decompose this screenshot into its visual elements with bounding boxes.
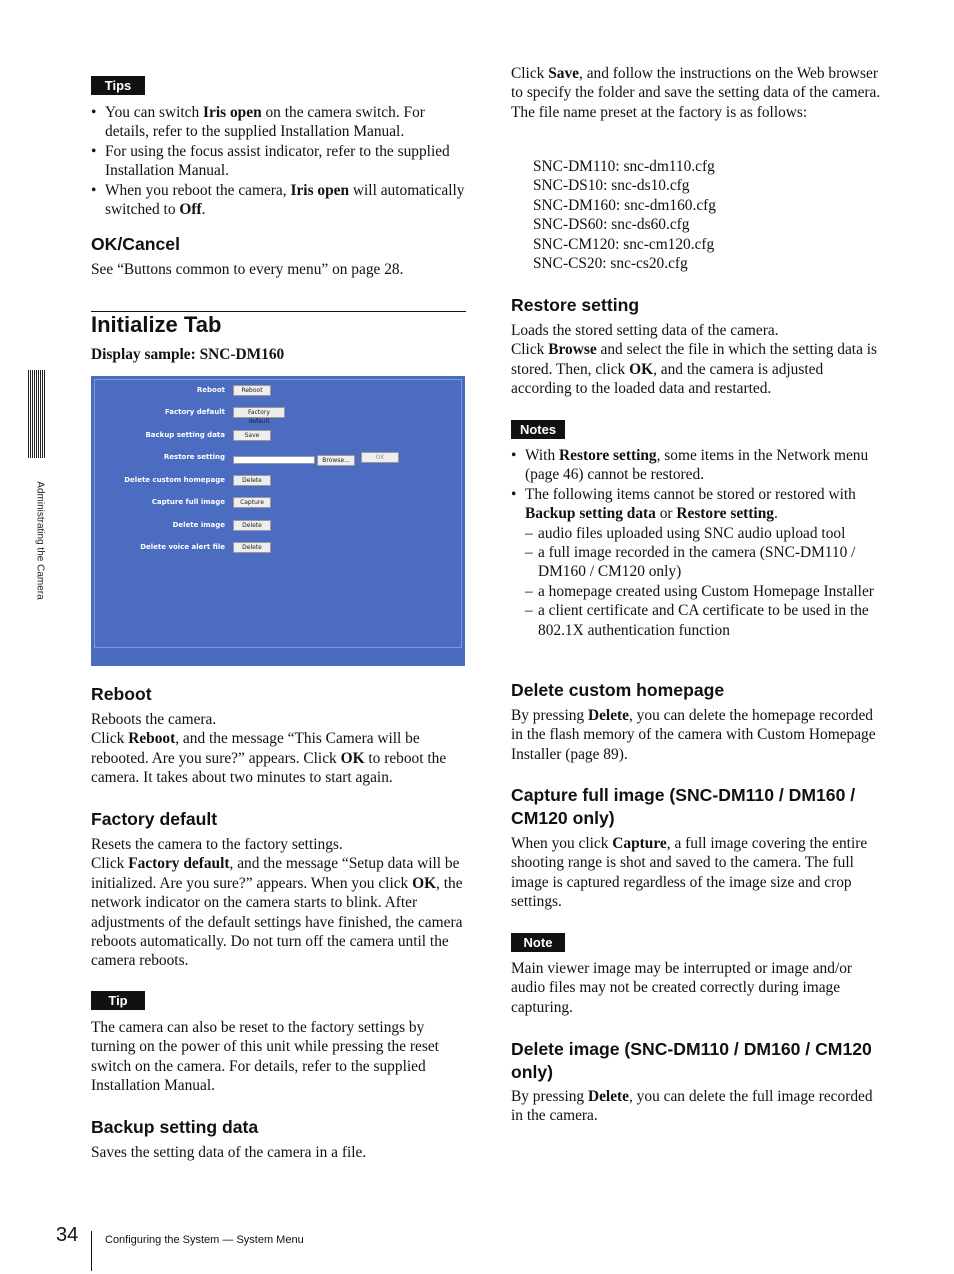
note-label: Note xyxy=(511,933,565,952)
file-name: SNC-DS10: snc-ds10.cfg xyxy=(533,177,690,195)
tip-label: Tip xyxy=(91,991,145,1010)
note-item: • The following items cannot be stored or restored with Backup setting data or Restore setting. xyxy=(511,485,887,524)
capture-heading: Capture full image (SNC-DM110 / DM160 / CM120 only) xyxy=(511,785,856,828)
file-name-list xyxy=(533,157,883,273)
display-sample: Display sample: SNC-DM160 xyxy=(91,346,285,363)
reboot-heading: Reboot xyxy=(91,684,152,704)
reboot-paragraph: Click Reboot, and the message “This Camera will be rebooted. Are you sure?” appears. Click OK to reboot the camera. It takes about two minutes to start again. xyxy=(91,730,447,787)
footer-text: Configuring the System — System Menu xyxy=(105,1234,304,1246)
screenshot-capture-button: Capture xyxy=(233,497,271,508)
side-tab-marker xyxy=(28,370,46,458)
screenshot-ok-button: OK xyxy=(361,452,399,463)
note-subitem: – a full image recorded in the camera (SNC-DM110 / DM160 / CM120 only) xyxy=(525,544,856,581)
screenshot-label-delete-custom: Delete custom homepage xyxy=(124,476,225,484)
note-text: Main viewer image may be interrupted or image and/or audio files may not be created correctly during image capturing. xyxy=(511,960,853,1016)
restore-line: Loads the stored setting data of the camera. xyxy=(511,322,779,339)
tip-item: • When you reboot the camera, Iris open will automatically switched to Off. xyxy=(91,181,467,220)
backup-heading: Backup setting data xyxy=(91,1117,259,1137)
factory-default-heading: Factory default xyxy=(91,809,218,829)
screenshot-delete-button: Delete xyxy=(233,520,271,531)
screenshot-label-delete-voice: Delete voice alert file xyxy=(140,543,225,551)
backup-text: Saves the setting data of the camera in a file. xyxy=(91,1144,367,1161)
factory-paragraph: Click Factory default, and the message “Setup data will be initialized. Are you sure?” appears. When you click OK, the network indicator on the camera starts to blink. After adjustments of the default settings have finished, the camera reboots automatically. Do not turn off the camera until the camera reboots. xyxy=(91,855,463,970)
footer-divider xyxy=(91,1231,92,1271)
tip-item: • For using the focus assist indicator, refer to the supplied Installation Manual. xyxy=(91,142,467,181)
file-name: SNC-DS60: snc-ds60.cfg xyxy=(533,216,690,234)
screenshot-label-reboot: Reboot xyxy=(196,386,225,394)
screenshot-label-capture: Capture full image xyxy=(151,498,225,506)
delete-custom-heading: Delete custom homepage xyxy=(511,680,725,700)
initialize-tab-screenshot xyxy=(91,376,465,666)
screenshot-file-field xyxy=(233,456,315,464)
file-name: SNC-DM160: snc-dm160.cfg xyxy=(533,196,716,214)
screenshot-label-delete-image: Delete image xyxy=(172,521,225,529)
file-name: SNC-CS20: snc-cs20.cfg xyxy=(533,255,688,273)
note-subitem: – a client certificate and CA certificate to be used in the 802.1X authentication function xyxy=(525,602,869,639)
tips-list xyxy=(91,103,467,219)
tips-label: Tips xyxy=(91,76,145,95)
section-title: Initialize Tab xyxy=(91,312,222,337)
screenshot-delete-button: Delete xyxy=(233,475,271,486)
screenshot-label-backup: Backup setting data xyxy=(145,431,225,439)
file-name: SNC-CM120: snc-cm120.cfg xyxy=(533,235,715,253)
file-name: SNC-DM110: snc-dm110.cfg xyxy=(533,158,715,175)
delete-image-heading: Delete image (SNC-DM110 / DM160 / CM120 only) xyxy=(511,1039,872,1082)
screenshot-factory-default-button: Factory default xyxy=(233,407,285,418)
delete-custom-paragraph: By pressing Delete, you can delete the homepage recorded in the flash memory of the camera with Custom Homepage Installer (page 89). xyxy=(511,707,876,763)
factory-line: Resets the camera to the factory settings. xyxy=(91,836,343,853)
page-number: 34 xyxy=(56,1224,79,1246)
save-paragraph: Click Save, and follow the instructions on the Web browser to specify the folder and save the setting data of the camera. xyxy=(511,65,881,102)
tip-item: • You can switch Iris open on the camera switch. For details, refer to the supplied Installation Manual. xyxy=(91,103,467,142)
note-item: • With Restore setting, some items in the Network menu (page 46) cannot be restored. xyxy=(511,446,887,485)
delete-image-paragraph: By pressing Delete, you can delete the full image recorded in the camera. xyxy=(511,1088,873,1125)
tip-text: The camera can also be reset to the factory settings by turning on the power of this unit while pressing the reset switch on the camera. For details, refer to the supplied Installation Manual. xyxy=(91,1019,439,1095)
screenshot-delete-button: Delete xyxy=(233,542,271,553)
notes-label: Notes xyxy=(511,420,565,439)
screenshot-browse-button: Browse... xyxy=(317,455,355,466)
file-intro: The file name preset at the factory is as follows: xyxy=(511,103,808,121)
screenshot-label-restore: Restore setting xyxy=(163,453,225,461)
notes-list xyxy=(511,446,887,524)
restore-paragraph: Click Browse and select the file in which the setting data is stored. Then, click OK, and the camera is adjusted according to the loaded data and restarted. xyxy=(511,341,878,398)
restore-heading: Restore setting xyxy=(511,295,640,315)
side-tab-text: Administrating the Camera xyxy=(34,481,46,600)
screenshot-label-factory-default: Factory default xyxy=(164,408,225,416)
screenshot-save-button: Save xyxy=(233,430,271,441)
ok-cancel-heading: OK/Cancel xyxy=(91,234,180,254)
ok-cancel-text: See “Buttons common to every menu” on page 28. xyxy=(91,261,404,278)
screenshot-reboot-button: Reboot xyxy=(233,385,271,396)
capture-paragraph: When you click Capture, a full image covering the entire shooting range is shot and saved to the camera. The full image is captured regardless of the image size and crop settings. xyxy=(511,835,868,911)
note-subitem: – audio files uploaded using SNC audio upload tool xyxy=(525,524,846,542)
reboot-line: Reboots the camera. xyxy=(91,711,217,728)
note-subitem: – a homepage created using Custom Homepage Installer xyxy=(525,582,874,600)
